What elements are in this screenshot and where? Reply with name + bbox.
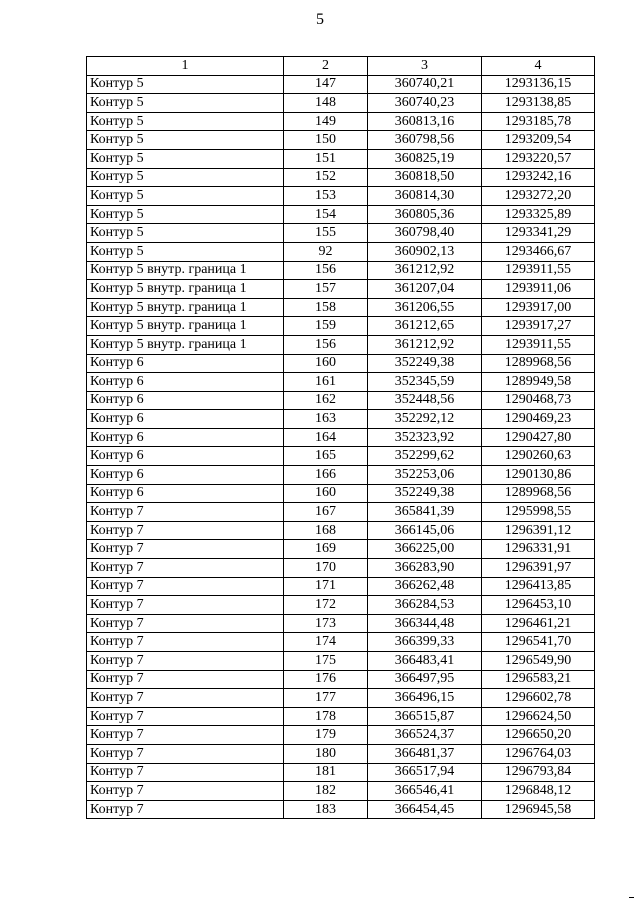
table-row <box>87 112 595 131</box>
table-row <box>87 75 595 94</box>
x-coordinate-cell: 361212,65 <box>368 317 482 336</box>
x-coordinate-cell: 366496,15 <box>368 689 482 708</box>
point-number-cell: 92 <box>284 242 368 261</box>
y-coordinate-cell: 1293272,20 <box>482 187 595 206</box>
y-coordinate-cell: 1293209,54 <box>482 131 595 150</box>
x-coordinate-cell: 360805,36 <box>368 205 482 224</box>
x-coordinate-cell: 366483,41 <box>368 652 482 671</box>
x-coordinate-cell: 352448,56 <box>368 391 482 410</box>
y-coordinate-cell: 1293466,67 <box>482 242 595 261</box>
x-coordinate-cell: 366145,06 <box>368 521 482 540</box>
table-row <box>87 224 595 243</box>
contour-name-cell: Контур 5 внутр. граница 1 <box>87 317 284 336</box>
point-number-cell: 150 <box>284 131 368 150</box>
point-number-cell: 153 <box>284 187 368 206</box>
table-row <box>87 428 595 447</box>
point-number-cell: 164 <box>284 428 368 447</box>
point-number-cell: 171 <box>284 577 368 596</box>
table-row <box>87 261 595 280</box>
contour-name-cell: Контур 7 <box>87 707 284 726</box>
x-coordinate-cell: 360798,56 <box>368 131 482 150</box>
contour-name-cell: Контур 5 внутр. граница 1 <box>87 261 284 280</box>
y-coordinate-cell: 1296650,20 <box>482 726 595 745</box>
table-row <box>87 317 595 336</box>
y-coordinate-cell: 1296453,10 <box>482 596 595 615</box>
table-row <box>87 335 595 354</box>
header-col-4: 4 <box>482 57 595 76</box>
table-row <box>87 689 595 708</box>
x-coordinate-cell: 360818,50 <box>368 168 482 187</box>
point-number-cell: 179 <box>284 726 368 745</box>
y-coordinate-cell: 1293911,06 <box>482 280 595 299</box>
corner-mark <box>629 897 634 898</box>
point-number-cell: 175 <box>284 652 368 671</box>
contour-name-cell: Контур 5 внутр. граница 1 <box>87 280 284 299</box>
point-number-cell: 169 <box>284 540 368 559</box>
contour-name-cell: Контур 7 <box>87 521 284 540</box>
x-coordinate-cell: 366262,48 <box>368 577 482 596</box>
y-coordinate-cell: 1296945,58 <box>482 800 595 819</box>
table-row <box>87 447 595 466</box>
point-number-cell: 163 <box>284 410 368 429</box>
contour-name-cell: Контур 7 <box>87 596 284 615</box>
point-number-cell: 152 <box>284 168 368 187</box>
x-coordinate-cell: 352345,59 <box>368 373 482 392</box>
contour-name-cell: Контур 6 <box>87 354 284 373</box>
table-body <box>87 75 595 819</box>
table-row <box>87 726 595 745</box>
contour-name-cell: Контур 6 <box>87 391 284 410</box>
y-coordinate-cell: 1296413,85 <box>482 577 595 596</box>
y-coordinate-cell: 1296391,12 <box>482 521 595 540</box>
table-row <box>87 149 595 168</box>
contour-name-cell: Контур 7 <box>87 633 284 652</box>
point-number-cell: 177 <box>284 689 368 708</box>
x-coordinate-cell: 361212,92 <box>368 261 482 280</box>
contour-name-cell: Контур 7 <box>87 577 284 596</box>
table-row <box>87 466 595 485</box>
table-row <box>87 559 595 578</box>
table-row <box>87 540 595 559</box>
page-number: 5 <box>316 11 324 28</box>
contour-name-cell: Контур 7 <box>87 782 284 801</box>
header-col-1: 1 <box>87 57 284 76</box>
contour-name-cell: Контур 5 <box>87 224 284 243</box>
table-row <box>87 131 595 150</box>
x-coordinate-cell: 366524,37 <box>368 726 482 745</box>
y-coordinate-cell: 1296848,12 <box>482 782 595 801</box>
point-number-cell: 160 <box>284 484 368 503</box>
y-coordinate-cell: 1289949,58 <box>482 373 595 392</box>
contour-name-cell: Контур 6 <box>87 410 284 429</box>
contour-name-cell: Контур 7 <box>87 689 284 708</box>
header-col-2: 2 <box>284 57 368 76</box>
y-coordinate-cell: 1293911,55 <box>482 261 595 280</box>
point-number-cell: 166 <box>284 466 368 485</box>
point-number-cell: 173 <box>284 614 368 633</box>
contour-name-cell: Контур 6 <box>87 466 284 485</box>
contour-name-cell: Контур 5 <box>87 131 284 150</box>
x-coordinate-cell: 352249,38 <box>368 354 482 373</box>
table-row <box>87 782 595 801</box>
y-coordinate-cell: 1296549,90 <box>482 652 595 671</box>
x-coordinate-cell: 352249,38 <box>368 484 482 503</box>
x-coordinate-cell: 366284,53 <box>368 596 482 615</box>
point-number-cell: 174 <box>284 633 368 652</box>
y-coordinate-cell: 1293917,00 <box>482 298 595 317</box>
x-coordinate-cell: 365841,39 <box>368 503 482 522</box>
contour-name-cell: Контур 5 <box>87 205 284 224</box>
point-number-cell: 157 <box>284 280 368 299</box>
x-coordinate-cell: 366454,45 <box>368 800 482 819</box>
point-number-cell: 183 <box>284 800 368 819</box>
x-coordinate-cell: 366546,41 <box>368 782 482 801</box>
y-coordinate-cell: 1296602,78 <box>482 689 595 708</box>
x-coordinate-cell: 366344,48 <box>368 614 482 633</box>
contour-name-cell: Контур 6 <box>87 428 284 447</box>
table-row <box>87 242 595 261</box>
table-row <box>87 94 595 113</box>
table-row <box>87 596 595 615</box>
y-coordinate-cell: 1296331,91 <box>482 540 595 559</box>
table-row <box>87 354 595 373</box>
y-coordinate-cell: 1296461,21 <box>482 614 595 633</box>
coordinates-table <box>86 56 595 819</box>
table-row <box>87 410 595 429</box>
contour-name-cell: Контур 5 <box>87 168 284 187</box>
x-coordinate-cell: 366283,90 <box>368 559 482 578</box>
point-number-cell: 155 <box>284 224 368 243</box>
table-row <box>87 652 595 671</box>
point-number-cell: 149 <box>284 112 368 131</box>
contour-name-cell: Контур 5 <box>87 75 284 94</box>
y-coordinate-cell: 1296624,50 <box>482 707 595 726</box>
contour-name-cell: Контур 7 <box>87 800 284 819</box>
y-coordinate-cell: 1293917,27 <box>482 317 595 336</box>
contour-name-cell: Контур 5 внутр. граница 1 <box>87 335 284 354</box>
point-number-cell: 147 <box>284 75 368 94</box>
point-number-cell: 168 <box>284 521 368 540</box>
table-row <box>87 484 595 503</box>
x-coordinate-cell: 352292,12 <box>368 410 482 429</box>
contour-name-cell: Контур 5 <box>87 242 284 261</box>
contour-name-cell: Контур 7 <box>87 744 284 763</box>
point-number-cell: 151 <box>284 149 368 168</box>
y-coordinate-cell: 1295998,55 <box>482 503 595 522</box>
y-coordinate-cell: 1290260,63 <box>482 447 595 466</box>
point-number-cell: 178 <box>284 707 368 726</box>
table-row <box>87 298 595 317</box>
x-coordinate-cell: 366481,37 <box>368 744 482 763</box>
point-number-cell: 172 <box>284 596 368 615</box>
x-coordinate-cell: 360825,19 <box>368 149 482 168</box>
y-coordinate-cell: 1290427,80 <box>482 428 595 447</box>
y-coordinate-cell: 1293325,89 <box>482 205 595 224</box>
contour-name-cell: Контур 5 <box>87 149 284 168</box>
x-coordinate-cell: 366517,94 <box>368 763 482 782</box>
contour-name-cell: Контур 6 <box>87 447 284 466</box>
point-number-cell: 165 <box>284 447 368 466</box>
point-number-cell: 160 <box>284 354 368 373</box>
y-coordinate-cell: 1290469,23 <box>482 410 595 429</box>
contour-name-cell: Контур 7 <box>87 540 284 559</box>
x-coordinate-cell: 360740,23 <box>368 94 482 113</box>
y-coordinate-cell: 1296793,84 <box>482 763 595 782</box>
table-row <box>87 670 595 689</box>
y-coordinate-cell: 1293911,55 <box>482 335 595 354</box>
y-coordinate-cell: 1290130,86 <box>482 466 595 485</box>
point-number-cell: 158 <box>284 298 368 317</box>
table-row <box>87 391 595 410</box>
y-coordinate-cell: 1289968,56 <box>482 354 595 373</box>
contour-name-cell: Контур 7 <box>87 614 284 633</box>
contour-name-cell: Контур 5 внутр. граница 1 <box>87 298 284 317</box>
contour-name-cell: Контур 6 <box>87 484 284 503</box>
table-header <box>87 57 595 76</box>
y-coordinate-cell: 1290468,73 <box>482 391 595 410</box>
x-coordinate-cell: 366515,87 <box>368 707 482 726</box>
contour-name-cell: Контур 6 <box>87 373 284 392</box>
x-coordinate-cell: 360902,13 <box>368 242 482 261</box>
x-coordinate-cell: 361212,92 <box>368 335 482 354</box>
point-number-cell: 148 <box>284 94 368 113</box>
point-number-cell: 170 <box>284 559 368 578</box>
x-coordinate-cell: 361207,04 <box>368 280 482 299</box>
x-coordinate-cell: 352299,62 <box>368 447 482 466</box>
y-coordinate-cell: 1293220,57 <box>482 149 595 168</box>
point-number-cell: 159 <box>284 317 368 336</box>
point-number-cell: 182 <box>284 782 368 801</box>
table-row <box>87 521 595 540</box>
point-number-cell: 161 <box>284 373 368 392</box>
point-number-cell: 162 <box>284 391 368 410</box>
table-row <box>87 614 595 633</box>
table-row <box>87 633 595 652</box>
x-coordinate-cell: 360798,40 <box>368 224 482 243</box>
contour-name-cell: Контур 5 <box>87 112 284 131</box>
y-coordinate-cell: 1293136,15 <box>482 75 595 94</box>
table-row <box>87 503 595 522</box>
x-coordinate-cell: 360740,21 <box>368 75 482 94</box>
contour-name-cell: Контур 7 <box>87 559 284 578</box>
table-row <box>87 763 595 782</box>
point-number-cell: 154 <box>284 205 368 224</box>
table-row <box>87 744 595 763</box>
contour-name-cell: Контур 7 <box>87 652 284 671</box>
table-row <box>87 168 595 187</box>
y-coordinate-cell: 1293242,16 <box>482 168 595 187</box>
x-coordinate-cell: 352253,06 <box>368 466 482 485</box>
table-row <box>87 205 595 224</box>
x-coordinate-cell: 366399,33 <box>368 633 482 652</box>
point-number-cell: 156 <box>284 335 368 354</box>
header-row <box>87 57 595 76</box>
contour-name-cell: Контур 7 <box>87 670 284 689</box>
y-coordinate-cell: 1296764,03 <box>482 744 595 763</box>
table-row <box>87 707 595 726</box>
y-coordinate-cell: 1293138,85 <box>482 94 595 113</box>
table-row <box>87 280 595 299</box>
table-row <box>87 373 595 392</box>
point-number-cell: 156 <box>284 261 368 280</box>
point-number-cell: 176 <box>284 670 368 689</box>
x-coordinate-cell: 361206,55 <box>368 298 482 317</box>
point-number-cell: 181 <box>284 763 368 782</box>
y-coordinate-cell: 1293185,78 <box>482 112 595 131</box>
contour-name-cell: Контур 5 <box>87 94 284 113</box>
y-coordinate-cell: 1289968,56 <box>482 484 595 503</box>
y-coordinate-cell: 1296583,21 <box>482 670 595 689</box>
point-number-cell: 180 <box>284 744 368 763</box>
x-coordinate-cell: 366225,00 <box>368 540 482 559</box>
y-coordinate-cell: 1296391,97 <box>482 559 595 578</box>
y-coordinate-cell: 1293341,29 <box>482 224 595 243</box>
x-coordinate-cell: 352323,92 <box>368 428 482 447</box>
point-number-cell: 167 <box>284 503 368 522</box>
table-row <box>87 187 595 206</box>
table-row <box>87 800 595 819</box>
x-coordinate-cell: 360814,30 <box>368 187 482 206</box>
header-col-3: 3 <box>368 57 482 76</box>
table-row <box>87 577 595 596</box>
y-coordinate-cell: 1296541,70 <box>482 633 595 652</box>
contour-name-cell: Контур 7 <box>87 726 284 745</box>
x-coordinate-cell: 360813,16 <box>368 112 482 131</box>
contour-name-cell: Контур 7 <box>87 763 284 782</box>
contour-name-cell: Контур 7 <box>87 503 284 522</box>
x-coordinate-cell: 366497,95 <box>368 670 482 689</box>
contour-name-cell: Контур 5 <box>87 187 284 206</box>
